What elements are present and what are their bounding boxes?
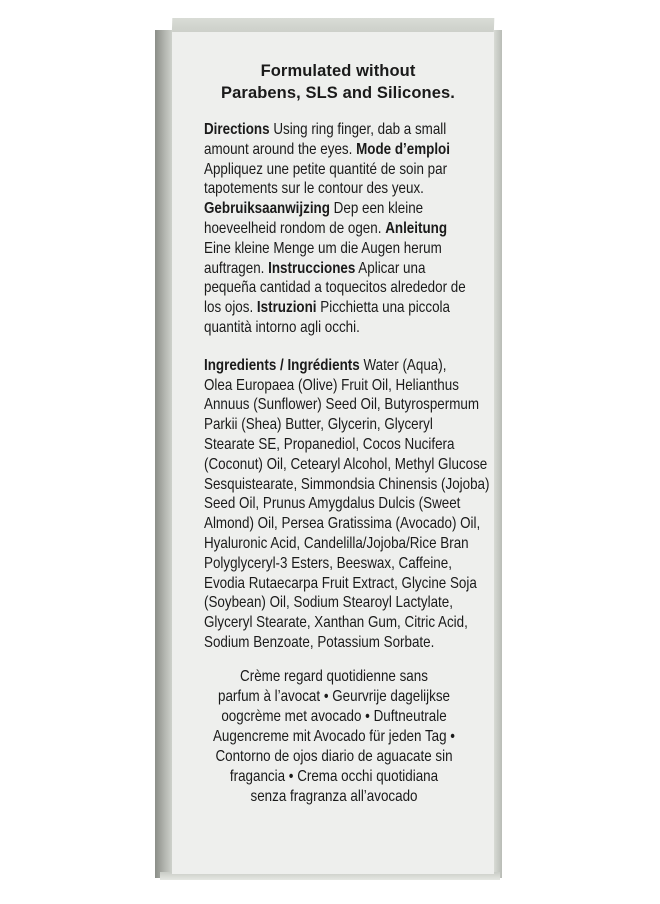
directions-heading: Istruzioni (256, 299, 317, 317)
ingredients-text: (Soybean) Oil, Sodium Stearoyl Lactylate, (204, 594, 453, 612)
ingredients-text: Water (Aqua), (359, 356, 447, 374)
directions-text: los ojos. (204, 299, 257, 317)
directions-line (204, 199, 488, 219)
directions-text: Dep een kleine (329, 200, 424, 218)
ingredients-line (204, 514, 488, 534)
directions-line (204, 298, 488, 318)
directions-text: amount around the eyes. (204, 140, 357, 158)
directions-line (204, 318, 488, 338)
directions-text: Aplicar una (355, 259, 426, 277)
ingredients-text: Stearate SE, Propanediol, Cocos Nucifera (204, 435, 455, 453)
ingredients-line (204, 613, 488, 633)
ingredients-line (204, 376, 488, 396)
directions-text: Appliquez une petite quantité de soin par (204, 160, 448, 178)
directions-text: hoeveelheid rondom de ogen. (204, 219, 386, 237)
ingredients-text: Parkii (Shea) Butter, Glycerin, Glyceryl (204, 416, 433, 434)
directions-heading: Mode d’emploi (356, 140, 450, 158)
formulation-claim (204, 60, 482, 104)
product-name-line: Crème regard quotidienne sans (240, 667, 428, 685)
directions-line (204, 278, 488, 298)
directions-text: auftragen. (204, 259, 269, 277)
box-right-edge (494, 30, 502, 878)
directions-line (204, 239, 488, 259)
directions-text: Using ring finger, dab a small (269, 121, 447, 138)
directions-text: quantità intorno agli occhi. (204, 318, 360, 336)
ingredients-line (204, 455, 488, 475)
ingredients-text: Annuus (Sunflower) Seed Oil, Butyrospermum (204, 396, 480, 414)
ingredients-line (204, 534, 488, 554)
product-name-line: oogcrème met avocado • Duftneutrale (221, 707, 447, 725)
directions-text: Eine kleine Menge um die Augen herum (204, 239, 442, 257)
directions-line (204, 179, 488, 199)
ingredients-line (204, 475, 488, 495)
ingredients-line (204, 435, 488, 455)
product-name-line: fragancia • Crema occhi quotidiana (229, 767, 439, 785)
directions-line (204, 120, 488, 140)
ingredients-text: Hyaluronic Acid, Candelilla/Jojoba/Rice Bran (204, 534, 469, 552)
directions-text: tapotements sur le contour des yeux. (204, 180, 424, 198)
directions-text (204, 120, 488, 338)
product-name-translations (205, 667, 463, 807)
ingredients-line (204, 356, 488, 376)
directions-text: Picchietta una piccola (316, 299, 450, 317)
product-name-line: Contorno de ojos diario de aguacate sin (215, 747, 453, 765)
ingredients-text: Olea Europaea (Olive) Fruit Oil, Helianthus (204, 376, 459, 394)
directions-line (204, 140, 488, 160)
claim-line-2: Parabens, SLS and Silicones. (221, 84, 455, 102)
directions-heading: Anleitung (385, 219, 448, 237)
ingredients-line (204, 395, 488, 415)
directions-text: pequeña cantidad a toquecitos alrededor de (204, 279, 466, 297)
ingredients-heading: Ingredients / Ingrédients (204, 356, 360, 374)
ingredients-line (204, 554, 488, 574)
product-name-line: parfum à l’avocat • Geurvrije dagelijkse (217, 687, 451, 705)
product-name-line: Augencreme mit Avocado für jeden Tag • (212, 727, 456, 745)
ingredients-text: Almond) Oil, Persea Gratissima (Avocado) Oil, (204, 515, 481, 533)
ingredients-line (204, 633, 488, 653)
box-back-panel (172, 32, 494, 874)
ingredients-line (204, 593, 488, 613)
ingredients-text: (Coconut) Oil, Cetearyl Alcohol, Methyl Glucose (204, 455, 488, 473)
directions-heading: Instrucciones (268, 259, 356, 277)
ingredients-text: Glyceryl Stearate, Xanthan Gum, Citric Acid, (204, 614, 468, 632)
box-left-edge (155, 30, 173, 878)
ingredients-text: Sodium Benzoate, Potassium Sorbate. (204, 633, 435, 651)
ingredients-list (204, 356, 488, 653)
ingredients-line (204, 415, 488, 435)
directions-line (204, 160, 488, 180)
ingredients-text: Evodia Rutaecarpa Fruit Extract, Glycine Soja (204, 574, 477, 592)
directions-heading: Directions (204, 121, 270, 138)
ingredients-text: Sesquistearate, Simmondsia Chinensis (Jojoba) (204, 475, 490, 493)
directions-line (204, 259, 488, 279)
ingredients-line (204, 574, 488, 594)
directions-heading: Gebruiksaanwijzing (204, 200, 330, 218)
directions-line (204, 219, 488, 239)
claim-line-1: Formulated without (260, 62, 416, 80)
ingredients-text: Seed Oil, Prunus Amygdalus Dulcis (Sweet (204, 495, 461, 513)
ingredients-text: Polyglyceryl-3 Esters, Beeswax, Caffeine, (204, 554, 452, 572)
product-name-line: senza fragranza all’avocado (250, 787, 418, 805)
ingredients-line (204, 494, 488, 514)
